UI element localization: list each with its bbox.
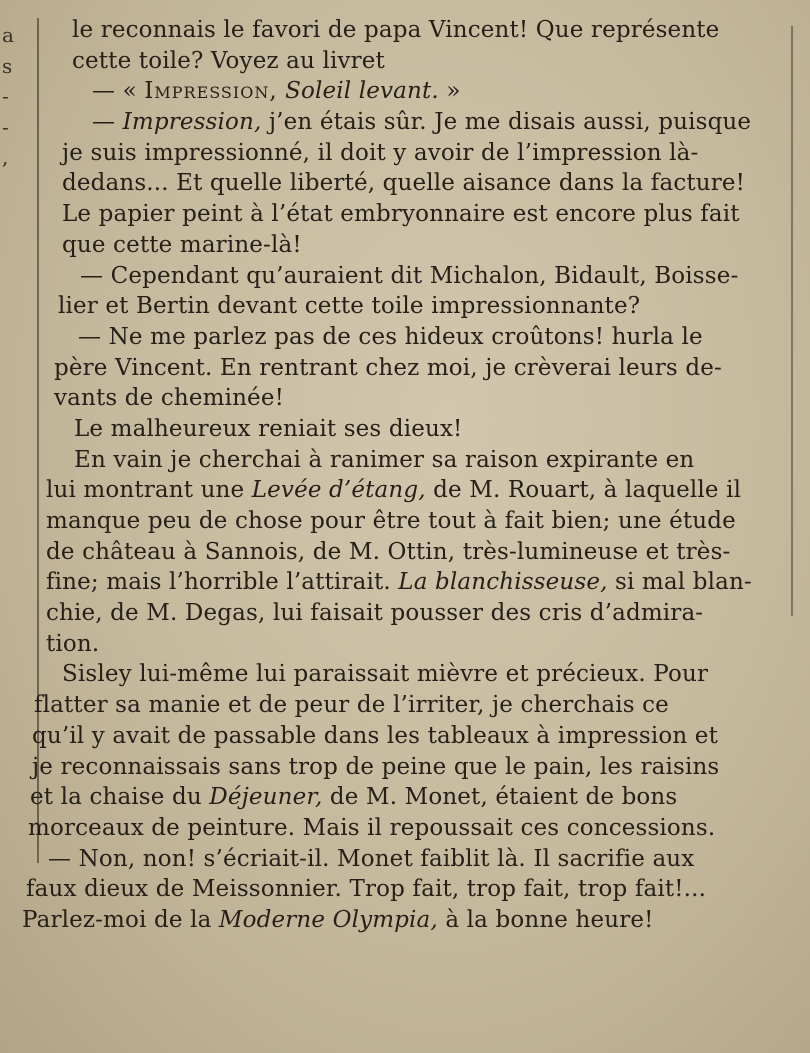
text-run [278, 78, 285, 104]
text-run: que cette marine-là! [62, 231, 302, 258]
text-line [92, 107, 790, 138]
text-run: — Cependant qu’auraient dit Michalon, Bidault, Boisse- [80, 262, 739, 289]
text-line [74, 414, 790, 445]
text-line [46, 567, 790, 598]
text-line [32, 752, 790, 783]
text-run: le reconnais le favori de papa Vincent! Que représente [72, 17, 720, 43]
text-line [72, 15, 790, 46]
text-run: chie, de M. Degas, lui faisait pousser des cris d’admira- [46, 600, 704, 627]
text-line [34, 690, 790, 721]
text-line [92, 76, 790, 107]
text-line [74, 445, 790, 476]
text-run: de château à Sannois, de M. Ottin, très-lumineuse et très- [46, 538, 731, 565]
text-run: Le malheureux reniait ses dieux! [74, 415, 463, 442]
text-run: et la chaise du [30, 784, 210, 811]
text-line [46, 506, 790, 537]
left-margin-fragments [0, 20, 16, 173]
text-run: tion. [46, 630, 100, 657]
text-line [46, 537, 790, 568]
text-line [26, 874, 790, 905]
text-run: — Ne me parlez pas de ces hideux croûtons! hurla le [78, 323, 703, 350]
text-run: flatter sa manie et de peur de l’irriter, je cherchais ce [34, 692, 669, 719]
text-run: de M. Monet, étaient de bons [322, 784, 678, 811]
article-text [22, 15, 790, 936]
text-line [62, 138, 790, 169]
italic-title: Impression, [122, 109, 262, 136]
margin-fragment: - [2, 114, 9, 139]
text-line [46, 598, 790, 629]
text-run: » [438, 78, 461, 105]
text-run: Sisley lui-même lui paraissait mièvre et précieux. Pour [62, 661, 709, 688]
text-line [62, 168, 790, 199]
text-line [30, 782, 790, 813]
text-run: cette toile? Voyez au livret [72, 47, 385, 74]
text-run: manque peu de chose pour être tout à fait bien; une étude [46, 508, 736, 534]
text-line [58, 291, 790, 322]
text-run: — « [92, 78, 145, 105]
text-line [72, 46, 790, 77]
text-run: Le papier peint à l’état embryonnaire est encore plus fait [62, 201, 740, 228]
text-run: lui montrant une [46, 477, 252, 504]
text-line [46, 629, 790, 660]
text-line [46, 475, 790, 506]
small-caps-text: Impression, [144, 78, 278, 105]
text-line [54, 383, 790, 414]
italic-title: Déjeuner, [209, 784, 323, 811]
text-run: de M. Rouart, à laquelle il [425, 477, 742, 504]
text-line [62, 230, 790, 261]
text-run: morceaux de peinture. Mais il repoussait ces concessions. [28, 814, 716, 841]
italic-title: Soleil levant. [285, 78, 439, 105]
text-line [22, 905, 790, 936]
text-run: — Non, non! s’écriait-il. Monet faiblit là. Il sacrifie aux [48, 845, 695, 872]
margin-fragment: , [2, 145, 9, 169]
text-line [62, 659, 790, 690]
text-run: père Vincent. En rentrant chez moi, je crèverai leurs de- [54, 354, 722, 381]
text-run: j’en étais sûr. Je me disais aussi, puisque [261, 109, 752, 136]
text-run: à la bonne heure! [437, 906, 654, 933]
italic-title: La blanchisseuse, [398, 569, 608, 596]
margin-fragment: s [2, 53, 13, 78]
column-rule-right [791, 26, 793, 616]
text-run: si mal blan- [607, 569, 752, 596]
text-run: Parlez-moi de la [22, 906, 219, 933]
text-line [48, 844, 790, 875]
margin-fragment: - [2, 84, 9, 108]
text-run: faux dieux de Meissonnier. Trop fait, trop fait, trop fait!... [26, 876, 707, 903]
italic-title: Moderne Olympia, [218, 906, 438, 933]
text-line [28, 813, 790, 844]
text-run: vants de cheminée! [54, 385, 284, 412]
text-run: fine; mais l’horrible l’attirait. [46, 569, 399, 596]
text-run: En vain je cherchai à ranimer sa raison expirante en [74, 446, 695, 473]
text-run: qu’il y avait de passable dans les tableaux à impression et [32, 722, 718, 749]
text-line [80, 261, 790, 292]
text-run: je reconnaissais sans trop de peine que le pain, les raisins [32, 753, 720, 780]
text-line [54, 353, 790, 384]
text-run: dedans... Et quelle liberté, quelle aisance dans la facture! [62, 170, 746, 197]
italic-title: Levée d’étang, [251, 477, 426, 504]
text-run: je suis impressionné, il doit y avoir de l’impression là- [62, 139, 699, 166]
margin-fragment: a [2, 23, 14, 47]
text-line [62, 199, 790, 230]
text-line [32, 721, 790, 752]
text-line [78, 322, 790, 353]
text-run: lier et Bertin devant cette toile impressionnante? [58, 293, 641, 320]
text-run: — [92, 109, 123, 136]
